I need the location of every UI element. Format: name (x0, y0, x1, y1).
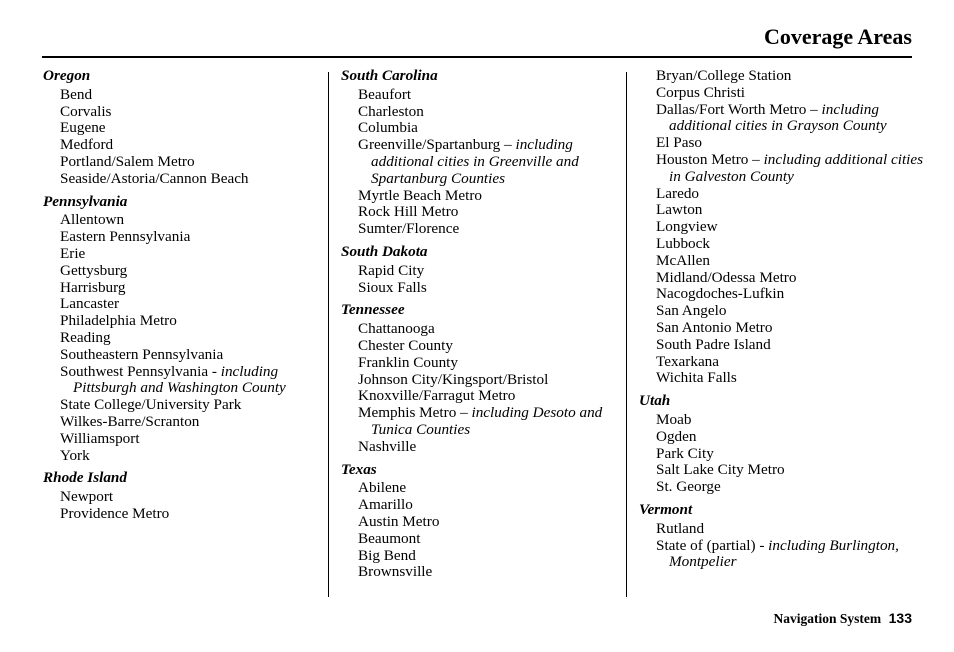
coverage-area-name: Erie (60, 244, 86, 262)
coverage-area-name: South Padre Island (656, 335, 771, 353)
coverage-area-item (341, 372, 621, 389)
coverage-area-note: including Pittsburgh and Washington County (73, 362, 286, 397)
coverage-area-name: Corvalis (60, 102, 112, 120)
coverage-area-name: Midland/Odessa Metro (656, 268, 797, 286)
state-section (639, 68, 924, 387)
coverage-area-item (639, 85, 924, 102)
coverage-area-item (341, 480, 621, 497)
coverage-area-name: San Antonio Metro (656, 318, 773, 336)
coverage-area-item (639, 286, 924, 303)
coverage-area-name: Eastern Pennsylvania (60, 228, 191, 246)
coverage-area-name: Medford (60, 136, 114, 154)
coverage-area-item (639, 186, 924, 203)
coverage-area-item (341, 87, 621, 104)
coverage-area-item (43, 212, 323, 229)
coverage-area-name: State of (partial) - (656, 536, 769, 554)
footer-section-title: Navigation System (773, 611, 882, 626)
state-heading: Vermont (639, 500, 693, 518)
page-title: Coverage Areas (763, 24, 912, 49)
coverage-area-item (341, 531, 621, 548)
coverage-area-name: Franklin County (358, 353, 458, 371)
coverage-area-name: Texarkana (656, 352, 720, 370)
coverage-area-note: including Desoto and Tunica Counties (371, 404, 603, 438)
state-section (43, 194, 323, 465)
coverage-area-item (43, 448, 323, 465)
coverage-area-name: Seaside/Astoria/Cannon Beach (60, 169, 249, 187)
coverage-area-name: Harrisburg (60, 278, 126, 296)
coverage-area-name: Salt Lake City Metro (656, 461, 785, 479)
coverage-area-item (341, 120, 621, 137)
coverage-area-name: Rutland (656, 519, 705, 537)
coverage-area-name: Ogden (656, 427, 697, 445)
coverage-area-item (639, 68, 924, 85)
coverage-area-note: including Burlington, Montpelier (669, 536, 899, 571)
coverage-area-name: Newport (60, 488, 114, 506)
coverage-area-item (639, 429, 924, 446)
coverage-area-name: Corpus Christi (656, 83, 746, 101)
coverage-area-note: including additional cities in Greenville and Spartanburg Counties (371, 136, 579, 187)
coverage-area-item (639, 446, 924, 463)
coverage-area-name: Reading (60, 328, 111, 346)
column-3 (639, 68, 924, 577)
coverage-area-item (341, 321, 621, 338)
coverage-area-name: Amarillo (358, 496, 413, 514)
state-heading: Oregon (43, 67, 91, 84)
coverage-area-item (639, 303, 924, 320)
coverage-area-name: Austin Metro (358, 512, 440, 530)
coverage-area-item (43, 171, 323, 188)
coverage-area-name: Charleston (358, 102, 424, 120)
coverage-area-name: State College/University Park (60, 396, 242, 414)
coverage-area-item (639, 135, 924, 152)
coverage-area-item (639, 479, 924, 496)
coverage-area-name: Wilkes-Barre/Scranton (60, 412, 200, 430)
coverage-area-item (639, 521, 924, 538)
coverage-area-name: Eugene (60, 119, 106, 137)
coverage-area-name: Chattanooga (358, 320, 435, 338)
coverage-area-item (639, 412, 924, 429)
coverage-area-item (341, 564, 621, 581)
header-rule (42, 56, 912, 58)
coverage-area-name: Bryan/College Station (656, 67, 792, 84)
coverage-area-item (43, 347, 323, 364)
coverage-area-item (639, 320, 924, 337)
coverage-area-item (341, 514, 621, 531)
coverage-area-item (43, 414, 323, 431)
coverage-area-item (341, 280, 621, 297)
coverage-area-item (341, 439, 621, 456)
coverage-area-name: Park City (656, 444, 714, 462)
coverage-area-note: including additional cities in Galveston County (669, 150, 924, 185)
coverage-area-item (639, 462, 924, 479)
coverage-area-item (43, 489, 323, 506)
coverage-area-name: Southwest Pennsylvania - (60, 362, 221, 380)
coverage-area-item (43, 506, 323, 523)
coverage-area-name: Beaufort (358, 85, 412, 103)
coverage-area-item (43, 137, 323, 154)
state-heading: Tennessee (341, 301, 405, 319)
coverage-area-item (43, 263, 323, 280)
coverage-area-name: Abilene (358, 479, 407, 497)
coverage-area-item (341, 263, 621, 280)
coverage-area-item (43, 120, 323, 137)
coverage-area-item (341, 188, 621, 205)
coverage-area-item (639, 538, 924, 572)
coverage-area-item (341, 221, 621, 238)
coverage-area-name: Chester County (358, 336, 453, 354)
state-heading: South Carolina (341, 67, 438, 84)
coverage-area-name: Lubbock (656, 234, 710, 252)
coverage-area-item (639, 152, 924, 186)
coverage-area-item (639, 202, 924, 219)
coverage-area-name: St. George (656, 478, 721, 496)
coverage-area-name: Williamsport (60, 429, 140, 447)
coverage-area-name: Nashville (358, 437, 417, 455)
coverage-area-name: Sumter/Florence (358, 220, 460, 238)
coverage-area-note: including additional cities in Grayson County (669, 100, 887, 135)
coverage-area-item (43, 330, 323, 347)
coverage-area-name: Rapid City (358, 261, 425, 279)
coverage-area-item (43, 296, 323, 313)
coverage-area-name: Big Bend (358, 546, 416, 564)
coverage-area-item (43, 87, 323, 104)
coverage-area-item (43, 246, 323, 263)
coverage-area-name: Portland/Salem Metro (60, 152, 195, 170)
coverage-area-name: York (60, 446, 90, 464)
state-section (639, 502, 924, 571)
page-footer (774, 610, 912, 628)
coverage-area-name: San Angelo (656, 302, 727, 320)
coverage-area-item (341, 548, 621, 565)
column-1 (43, 68, 323, 529)
coverage-area-name: Philadelphia Metro (60, 312, 177, 330)
coverage-area-name: Providence Metro (60, 504, 170, 522)
state-heading: Utah (639, 392, 671, 410)
coverage-area-item (341, 137, 621, 187)
coverage-area-name: Knoxville/Farragut Metro (358, 387, 516, 405)
coverage-area-name: Greenville/Spartanburg – (358, 136, 516, 154)
coverage-area-name: El Paso (656, 134, 702, 152)
coverage-area-name: Laredo (656, 184, 700, 202)
coverage-area-name: Allentown (60, 211, 125, 229)
state-section (341, 302, 621, 455)
coverage-area-item (639, 370, 924, 387)
coverage-area-item (341, 104, 621, 121)
coverage-area-name: Sioux Falls (358, 278, 427, 296)
coverage-area-item (43, 154, 323, 171)
coverage-area-item (43, 364, 323, 398)
coverage-area-item (639, 253, 924, 270)
coverage-area-item (341, 497, 621, 514)
coverage-area-name: Lawton (656, 201, 703, 219)
column-2 (341, 68, 621, 587)
coverage-area-name: Columbia (358, 119, 418, 137)
state-heading: Pennsylvania (43, 192, 128, 210)
coverage-area-item (43, 431, 323, 448)
column-divider-1 (328, 72, 329, 597)
coverage-area-name: Rock Hill Metro (358, 203, 459, 221)
state-section (341, 244, 621, 296)
state-section (341, 462, 621, 582)
coverage-area-name: Lancaster (60, 295, 120, 313)
coverage-area-name: Longview (656, 218, 718, 236)
page-number: 133 (888, 610, 912, 626)
coverage-area-item (43, 280, 323, 297)
coverage-area-item (43, 229, 323, 246)
state-heading: Texas (341, 460, 377, 478)
coverage-area-name: Moab (656, 410, 692, 428)
coverage-area-name: Houston Metro – (656, 150, 764, 168)
coverage-area-item (341, 338, 621, 355)
coverage-area-item (639, 270, 924, 287)
coverage-area-item (341, 388, 621, 405)
state-section (43, 68, 323, 188)
coverage-area-name: Gettysburg (60, 261, 128, 279)
coverage-area-item (639, 354, 924, 371)
coverage-area-name: Johnson City/Kingsport/Bristol (358, 370, 549, 388)
coverage-area-item (43, 313, 323, 330)
coverage-area-name: Southeastern Pennsylvania (60, 345, 224, 363)
coverage-area-item (341, 204, 621, 221)
coverage-area-item (341, 355, 621, 372)
coverage-area-name: Dallas/Fort Worth Metro – (656, 100, 822, 118)
coverage-area-item (639, 219, 924, 236)
coverage-area-name: Nacogdoches-Lufkin (656, 285, 785, 303)
state-section (43, 470, 323, 522)
coverage-area-item (639, 337, 924, 354)
coverage-area-name: Myrtle Beach Metro (358, 186, 482, 204)
coverage-area-item (341, 405, 621, 439)
state-heading: South Dakota (341, 242, 428, 260)
coverage-area-item (43, 397, 323, 414)
coverage-area-item (639, 102, 924, 136)
coverage-area-item (43, 104, 323, 121)
coverage-area-name: Memphis Metro – (358, 404, 472, 422)
coverage-area-name: McAllen (656, 251, 710, 269)
state-section (341, 68, 621, 238)
coverage-area-name: Beaumont (358, 529, 421, 547)
coverage-area-name: Brownsville (358, 563, 433, 581)
coverage-area-item (639, 236, 924, 253)
coverage-area-name: Bend (60, 85, 93, 103)
coverage-area-name: Wichita Falls (656, 369, 737, 387)
state-heading: Rhode Island (43, 469, 127, 487)
state-section (639, 393, 924, 496)
column-divider-2 (626, 72, 627, 597)
